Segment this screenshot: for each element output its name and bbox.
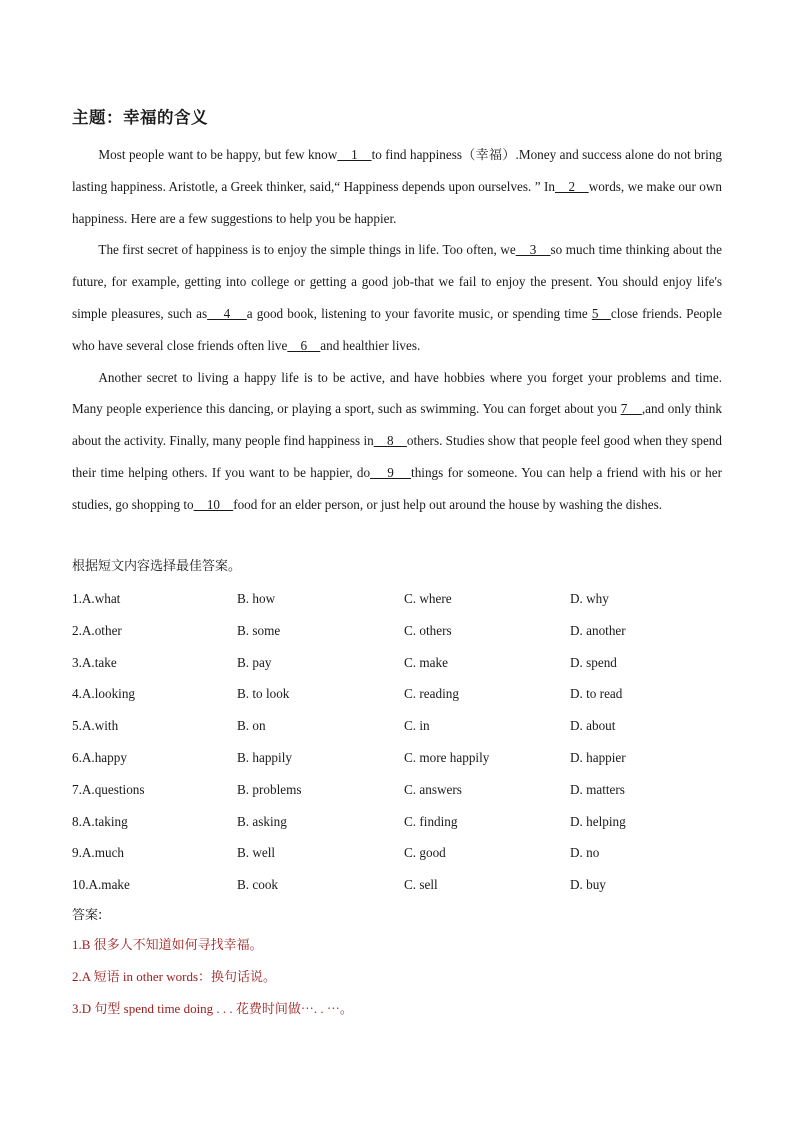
passage-text: a good book, listening to your favorite music, or spending time (246, 305, 588, 321)
option-a: 2.A.other (72, 622, 122, 638)
question-row (72, 712, 722, 744)
question-row (72, 617, 722, 649)
passage-paragraph-1 (72, 139, 722, 234)
option-d: D. no (570, 845, 600, 861)
question-options (72, 585, 722, 903)
blank-3: 3 (515, 242, 551, 258)
blank-5: 5 (591, 305, 611, 321)
option-b: B. asking (237, 813, 287, 829)
option-b: B. to look (237, 686, 290, 702)
option-d: D. to read (570, 686, 623, 702)
blank-7: 7 (620, 401, 642, 417)
option-d: D. helping (570, 813, 626, 829)
option-b: B. well (237, 845, 276, 861)
answer-item: 2.A 短语 in other words：换句话说。 (72, 968, 277, 984)
blank-2: 2 (554, 178, 589, 194)
option-b: B. pay (237, 654, 272, 670)
option-a: 1.A.what (72, 591, 121, 606)
blank-8: 8 (373, 433, 407, 449)
answer-item: 3.D 句型 spend time doing . . . 花费时间做⋯. . ⋯。 (72, 1000, 353, 1016)
option-a: 8.A.taking (72, 813, 128, 829)
passage-text: to find happiness（幸福）.Money and success alone do not bring lasting happiness. Aristotle, a Greek thinker, said,“ Happiness depends upon ourselves. ” In (72, 147, 723, 194)
option-a: 5.A.with (72, 718, 119, 734)
answer-item: 1.B 很多人不知道如何寻找幸福。 (72, 937, 263, 952)
option-a: 4.A.looking (72, 686, 136, 702)
answer-label: 答案: (72, 908, 103, 923)
option-b: B. cook (237, 877, 279, 893)
option-d: D. about (570, 718, 616, 734)
passage-text: words, we make our own happiness. Here are a few suggestions to help you be happier. (72, 178, 723, 226)
blank-6: 6 (287, 337, 321, 353)
instruction-text: 根据短文内容选择最佳答案。 (72, 559, 242, 574)
option-a: 9.A.much (72, 845, 125, 861)
question-row (72, 839, 722, 871)
option-b: B. some (237, 622, 281, 638)
question-row (72, 649, 722, 681)
passage-text: others. Studies show that people feel good when they spend their time helping others. If you want to be happier, do (72, 433, 722, 480)
option-d: D. another (570, 622, 626, 638)
passage-text: The first secret of happiness is to enjoy the simple things in life. Too often, we (98, 242, 516, 258)
question-row (72, 808, 722, 840)
option-c: C. answers (404, 781, 462, 797)
option-c: C. in (404, 718, 430, 734)
passage-text: Most people want to be happy, but few know (98, 147, 338, 162)
passage-text: ,and only think about the activity. Finally, many people find happiness in (72, 401, 722, 449)
passage-text: and healthier lives. (320, 337, 421, 353)
option-b: B. on (237, 718, 266, 734)
page-title: 主题：幸福的含义 (72, 108, 208, 127)
option-c: C. good (404, 845, 446, 861)
option-b: B. happily (237, 749, 292, 765)
blank-9: 9 (370, 464, 412, 480)
option-c: C. sell (404, 877, 438, 893)
option-d: D. why (570, 591, 609, 606)
passage-text: close friends. People who have several close friends often live (72, 305, 723, 353)
option-d: D. spend (570, 654, 617, 670)
question-row (72, 776, 722, 808)
option-c: C. others (404, 622, 452, 638)
passage-text: food for an elder person, or just help out around the house by washing the dishes. (233, 496, 663, 512)
blank-1: 1 (337, 147, 372, 162)
reading-passage (72, 139, 722, 521)
question-row (72, 744, 722, 776)
blank-10: 10 (193, 496, 234, 512)
option-d: D. matters (570, 781, 625, 797)
option-d: D. buy (570, 877, 606, 893)
blank-4: 4 (207, 305, 247, 321)
option-a: 7.A.questions (72, 781, 145, 797)
option-b: B. problems (237, 781, 302, 797)
answer-section (72, 905, 722, 1024)
passage-paragraph-2 (72, 234, 722, 361)
option-a: 6.A.happy (72, 749, 127, 765)
option-c: C. reading (404, 686, 459, 702)
option-c: C. make (404, 654, 448, 670)
passage-text: things for someone. You can help a friend with his or her studies, go shopping to (72, 464, 722, 512)
question-row (72, 585, 722, 617)
passage-paragraph-3 (72, 362, 722, 521)
option-a: 10.A.make (72, 877, 130, 893)
question-row (72, 680, 722, 712)
option-c: C. more happily (404, 749, 490, 765)
passage-text: Another secret to living a happy life is to be active, and have hobbies where you forget your problems and time. Many people experience this dancing, or playing a sport, such as swimming. You can forget about you (72, 369, 722, 417)
option-c: C. where (404, 591, 452, 606)
passage-text: so much time thinking about the future, for example, getting into college or getting a good job-that we fail to enjoy the present. You should enjoy life's simple pleasures, such as (72, 242, 722, 321)
option-d: D. happier (570, 749, 626, 765)
option-a: 3.A.take (72, 654, 117, 670)
option-c: C. finding (404, 813, 458, 829)
option-b: B. how (237, 591, 276, 606)
question-row (72, 871, 722, 903)
